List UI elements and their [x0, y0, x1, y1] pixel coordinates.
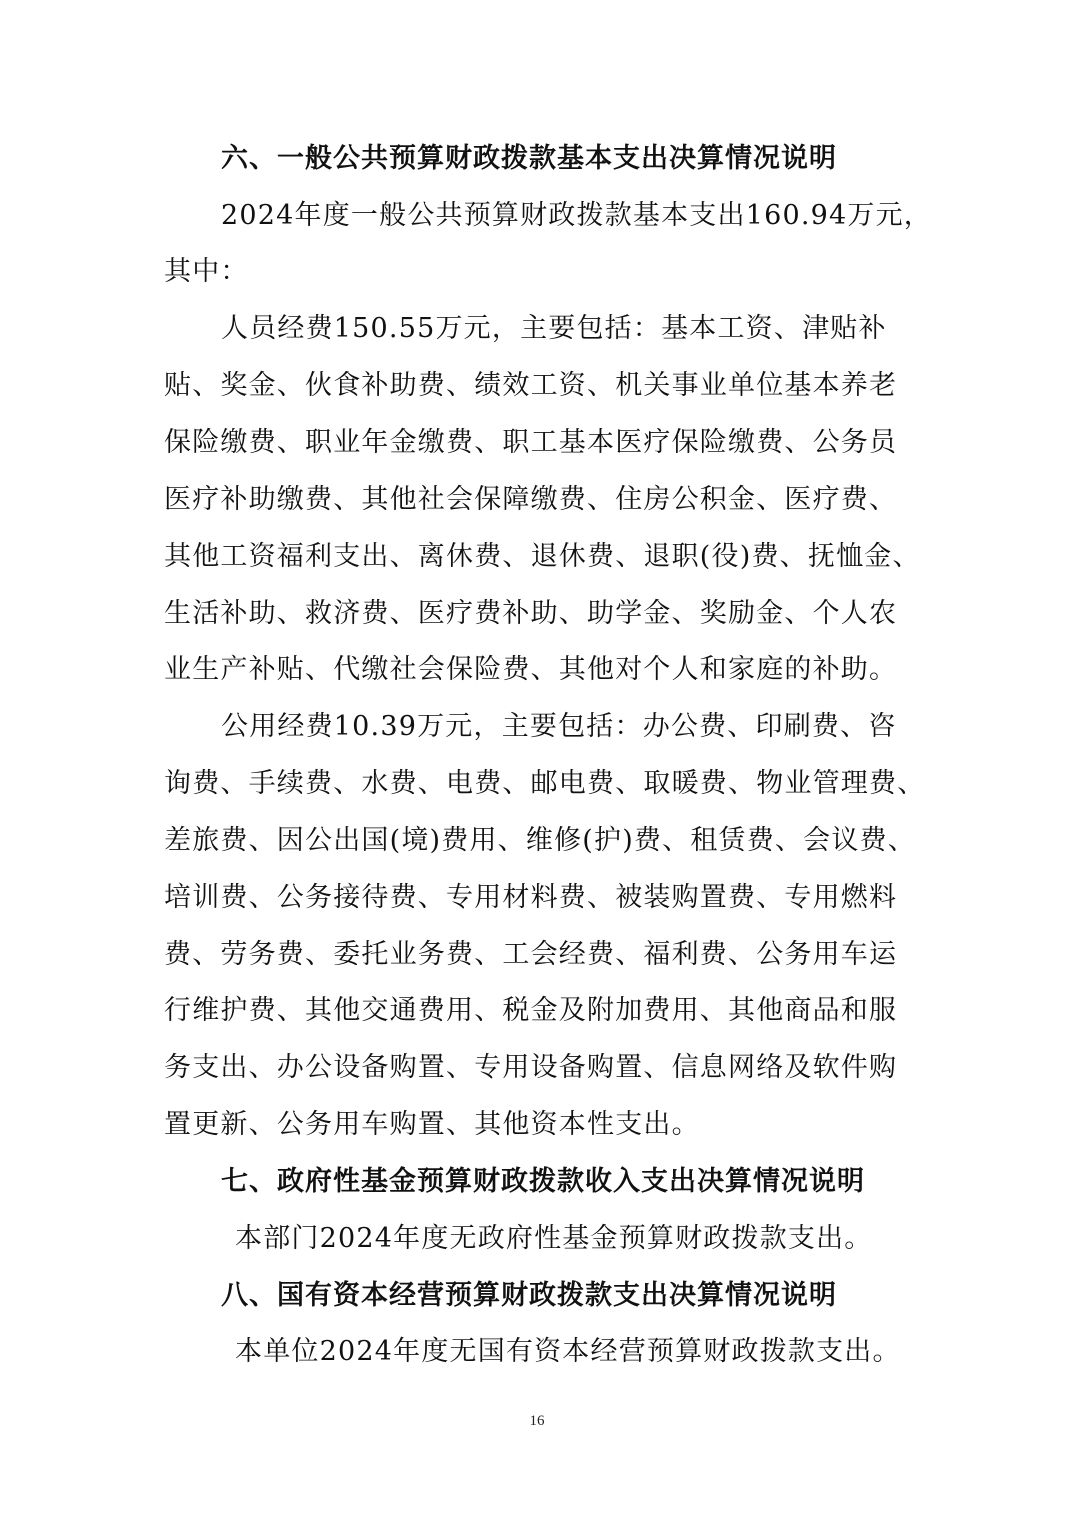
paragraph-line: 保险缴费、职业年金缴费、职工基本医疗保险缴费、公务员: [164, 427, 898, 458]
paragraph-line: 务支出、办公设备购置、专用设备购置、信息网络及软件购: [164, 1052, 898, 1083]
paragraph-line: 生活补助、救济费、医疗费补助、助学金、奖励金、个人农: [164, 598, 898, 629]
paragraph-line: 业生产补贴、代缴社会保险费、其他对个人和家庭的补助。: [164, 654, 898, 685]
paragraph-line: 人员经费150.55万元，主要包括：基本工资、津贴补: [221, 313, 887, 344]
page-number: 16: [529, 1413, 545, 1429]
paragraph-line: 其中：: [164, 256, 249, 287]
section-heading-6: 六、一般公共预算财政拨款基本支出决算情况说明: [221, 143, 837, 174]
paragraph-line: 医疗补助缴费、其他社会保障缴费、住房公积金、医疗费、: [164, 484, 898, 515]
paragraph-line: 培训费、公务接待费、专用材料费、被装购置费、专用燃料: [164, 882, 898, 913]
paragraph-line: 行维护费、其他交通费用、税金及附加费用、其他商品和服: [164, 995, 898, 1026]
paragraph-line: 置更新、公务用车购置、其他资本性支出。: [164, 1109, 700, 1140]
paragraph-line: 公用经费10.39万元，主要包括：办公费、印刷费、咨: [221, 711, 897, 742]
paragraph-line: 本部门2024年度无政府性基金预算财政拨款支出。: [235, 1223, 873, 1254]
paragraph-line: 询费、手续费、水费、电费、邮电费、取暖费、物业管理费、: [164, 768, 926, 799]
paragraph-line: 差旅费、因公出国(境)费用、维修(护)费、租赁费、会议费、: [164, 825, 916, 856]
paragraph-line: 贴、奖金、伙食补助费、绩效工资、机关事业单位基本养老: [164, 370, 898, 401]
paragraph-line: 费、劳务费、委托业务费、工会经费、福利费、公务用车运: [164, 939, 898, 970]
section-heading-8: 八、国有资本经营预算财政拨款支出决算情况说明: [221, 1280, 837, 1311]
paragraph-line: 其他工资福利支出、离休费、退休费、退职(役)费、抚恤金、: [164, 541, 921, 572]
section-heading-7: 七、政府性基金预算财政拨款收入支出决算情况说明: [221, 1166, 865, 1197]
paragraph-line: 本单位2024年度无国有资本经营预算财政拨款支出。: [235, 1336, 901, 1367]
paragraph-line: 2024年度一般公共预算财政拨款基本支出160.94万元，: [221, 200, 932, 231]
